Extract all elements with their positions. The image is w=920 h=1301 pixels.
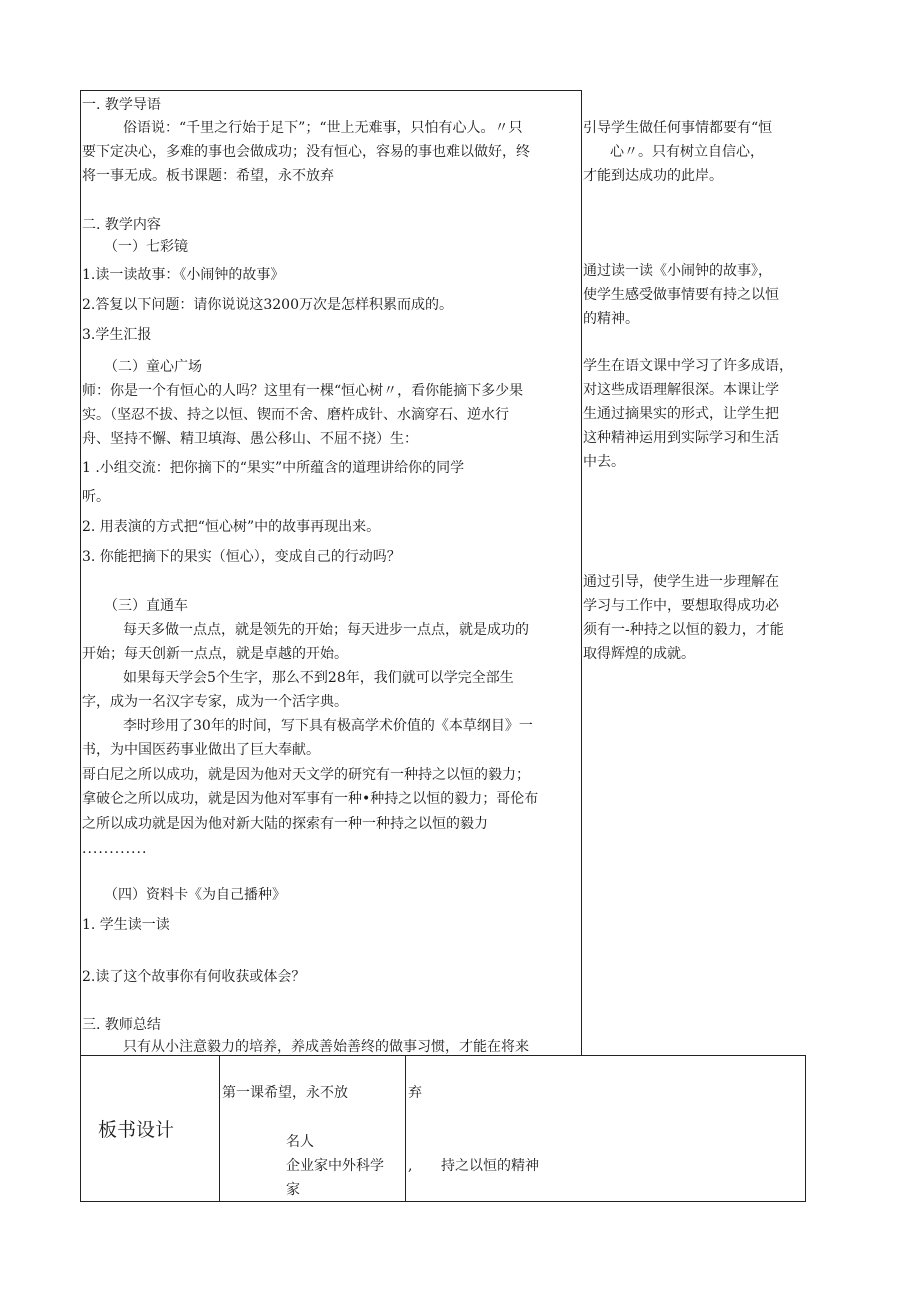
paragraph-line: 每天多做一点点，就是领先的开始；每天进步一点点，就是成功的	[123, 622, 529, 638]
section-heading-content: 二. 教学内容	[82, 217, 161, 233]
board-title-left: 第一课希望，永不放	[222, 1085, 348, 1101]
list-item-continuation: 听。	[82, 489, 110, 505]
side-note-line: 生通过摘果实的形式，让学生把	[583, 406, 779, 422]
paragraph-line: 字，成为一名汉字专家，成为一个活字典。	[82, 694, 348, 710]
summary-line-clipped	[82, 1038, 582, 1054]
side-note-line: 引导学生做任何事情都要有“恒	[583, 120, 773, 136]
row-divider	[80, 1055, 806, 1056]
subsection-heading: （三）直通车	[104, 598, 188, 614]
paragraph-line: 开始；每天创新一点点，就是卓越的开始。	[82, 646, 348, 662]
column-divider	[581, 90, 582, 1056]
list-item: 1 .小组交流：把你摘下的“果实”中所蕴含的道理讲给你的同学	[82, 460, 465, 476]
list-item: 2. 用表演的方式把“恒心树”中的故事再现出来。	[82, 519, 381, 535]
summary-text: 只有从小注意毅力的培养，养成善始善终的做事习惯，才能在将来	[123, 1039, 529, 1054]
side-note-line: 对这些成语理解很深。本课让学	[583, 382, 779, 398]
side-note-line: 这种精神运用到实际学习和生活	[583, 430, 779, 446]
list-item: 3. 你能把摘下的果实（恒心），变成自己的行动吗？	[82, 549, 401, 565]
ellipsis-line: ............	[82, 841, 148, 857]
paragraph-line: 如果每天学会5个生字，那么不到28年，我们就可以学完全部生	[123, 670, 514, 686]
intro-paragraph-line: 俗语说：“千里之行始于足下”；“世上无难事，只怕有心人。〃只	[123, 120, 523, 136]
side-note-line: 使学生感受做事情要有持之以恒	[583, 287, 779, 303]
section-heading-intro: 一. 教学导语	[82, 97, 161, 113]
paragraph-line: 哥白尼之所以成功，就是因为他对天文学的研究有一种持之以恒的毅力；	[82, 767, 530, 783]
board-categories: 企业家中外科学	[286, 1158, 384, 1174]
side-note-line: 才能到达成功的此岸。	[583, 168, 723, 184]
board-comma: ,	[408, 1158, 413, 1174]
board-title-right: 弃	[408, 1085, 422, 1101]
list-item: 3.学生汇报	[82, 327, 152, 343]
intro-paragraph-line: 要下定决心，多难的事也会做成功；没有恒心，容易的事也难以做好，终	[82, 144, 530, 160]
side-note-line: 取得辉煌的成就。	[583, 646, 695, 662]
list-item: 2.读了这个故事你有何收获或体会？	[82, 969, 306, 985]
paragraph-line: 师：你是一个有恒心的人吗？这里有一棵“恒心树〃，看你能摘下多少果	[82, 383, 524, 399]
board-spirit: 持之以恒的精神	[441, 1158, 539, 1174]
subsection-heading: （二）童心广场	[104, 359, 202, 375]
board-famous: 名人	[286, 1134, 314, 1150]
side-note-line: 学生在语文课中学习了许多成语，	[583, 358, 793, 374]
paragraph-line: 李时珍用了30年的时间，写下具有极高学术价值的《本草纲目》一	[123, 718, 533, 734]
paragraph-line: 拿破仑之所以成功，就是因为他对军事有一种•种持之以恒的毅力；哥伦布	[82, 791, 539, 807]
side-note-line: 中去。	[583, 454, 625, 470]
paragraph-line: 之所以成功就是因为他对新大陆的探索有一种一种持之以恒的毅力	[82, 816, 488, 832]
list-item: 1. 学生读一读	[82, 917, 170, 933]
board-categories-cont: 家	[286, 1182, 300, 1198]
board-cell-divider-1	[219, 1055, 220, 1202]
table-right-border	[805, 1055, 806, 1202]
list-item: 2.答复以下问题：请你说说这3200万次是怎样积累而成的。	[82, 297, 453, 313]
subsection-heading: （四）资料卡《为自己播种》	[104, 887, 286, 903]
table-top-border	[80, 90, 582, 91]
board-design-label: 板书设计	[98, 1119, 175, 1141]
section-heading-summary: 三. 教师总结	[82, 1017, 161, 1033]
side-note-line: 的精神。	[583, 311, 639, 327]
list-item: 1.读一读故事：《小闹钟的故事》	[82, 267, 285, 283]
paragraph-line: 实。（坚忍不拔、持之以恒、锲而不舍、磨杵成针、水滴穿石、逆水行	[82, 407, 509, 423]
side-note-line: 通过引导，使学生进一步理解在	[583, 574, 779, 590]
board-cell-divider-2	[405, 1055, 406, 1202]
subsection-heading: （一）七彩镜	[104, 239, 188, 255]
side-note-line: 学习与工作中，要想取得成功必	[583, 598, 779, 614]
side-note-line: 须有一-种持之以恒的毅力，才能	[583, 622, 784, 638]
table-left-border	[80, 90, 81, 1202]
side-note-line: 通过读一读《小闹钟的故事》，	[583, 263, 772, 279]
table-bottom-border	[80, 1201, 806, 1202]
paragraph-line: 舟、坚持不懈、精卫填海、愚公移山、不屈不挠）生：	[82, 431, 418, 447]
paragraph-line: 书，为中国医药事业做出了巨大奉献。	[82, 742, 320, 758]
side-note-line: 心〃。只有树立自信心，	[610, 144, 764, 160]
intro-paragraph-line: 将一事无成。板书课题：希望，永不放弃	[82, 168, 334, 184]
